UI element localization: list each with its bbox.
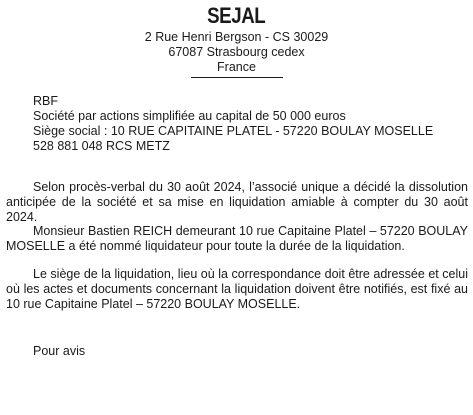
address-line-country: France xyxy=(217,60,256,74)
brand-name: SEJAL xyxy=(207,3,266,28)
closing-line: Pour avis xyxy=(33,344,86,358)
company-registration: 528 881 048 RCS METZ xyxy=(33,139,170,153)
paragraph-liquidator: Monsieur Bastien REICH demeurant 10 rue Capitaine Platel – 57220 BOULAY MOSELLE a été nommé liquidateur pour toute la durée de la liquidation. xyxy=(6,224,468,253)
company-legal-form: Société par actions simplifiée au capital de 50 000 euros xyxy=(33,109,346,123)
header-divider xyxy=(191,77,283,78)
sender-header xyxy=(0,2,473,78)
company-name: RBF xyxy=(33,94,58,108)
paragraph-dissolution: Selon procès-verbal du 30 août 2024, l’associé unique a décidé la dissolution anticipée de la société et sa mise en liquidation amiable à compter du 30 août 2024. xyxy=(6,180,468,224)
address-line-city: 67087 Strasbourg cedex xyxy=(168,45,305,59)
company-identification xyxy=(33,94,433,154)
paragraph-liquidation-seat: Le siège de la liquidation, lieu où la correspondance doit être adressée et celui où les actes et documents concernant la liquidation doivent être notifiés, est fixé au 10 rue Capitaine Platel – 57220 BOULAY MOSELLE. xyxy=(6,267,468,311)
address-line-street: 2 Rue Henri Bergson - CS 30029 xyxy=(144,30,329,44)
company-head-office: Siège social : 10 RUE CAPITAINE PLATEL - 57220 BOULAY MOSELLE xyxy=(33,124,434,138)
